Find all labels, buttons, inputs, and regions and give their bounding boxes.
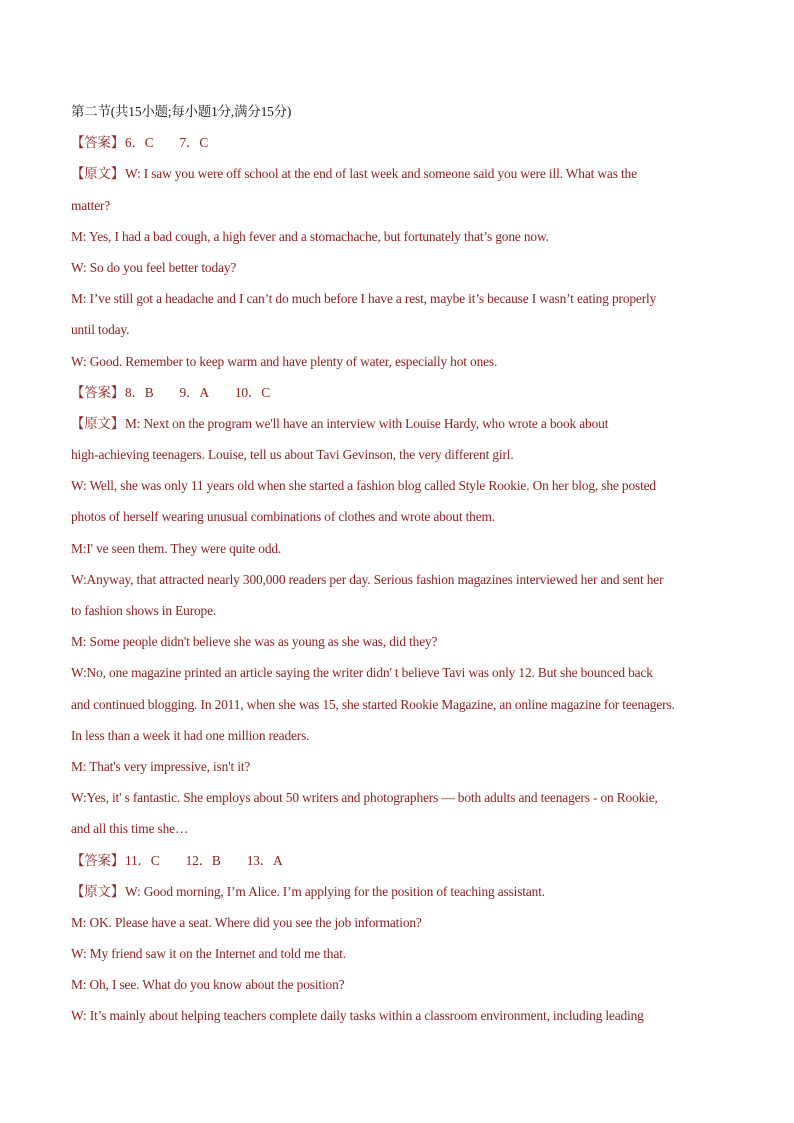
transcript-text: W: I saw you were off school at the end of last week and someone said you were ill. What was the <box>124 166 637 182</box>
transcript-line: W:Anyway, that attracted nearly 300,000 readers per day. Serious fashion magazines interviewed her and sent her <box>71 571 664 587</box>
transcript-line: M:I' ve seen them. They were quite odd. <box>71 540 282 556</box>
document-body <box>71 96 731 1032</box>
answer-tag: 【答案】 <box>71 852 124 868</box>
answer-item: 11．C <box>124 852 160 868</box>
transcript-line: In less than a week it had one million readers. <box>71 727 310 743</box>
original-tag: 【原文】 <box>71 415 124 431</box>
transcript-line: W: It’s mainly about helping teachers complete daily tasks within a classroom environment, including leading <box>71 1008 644 1024</box>
transcript-line: photos of herself wearing unusual combinations of clothes and wrote about them. <box>71 509 495 525</box>
transcript-line: and all this time she… <box>71 821 189 837</box>
answer-item: 7．C <box>179 135 209 151</box>
answer-item: 12．B <box>185 852 221 868</box>
answer-item: 6．C <box>124 135 154 151</box>
transcript-line: M: Some people didn't believe she was as young as she was, did they? <box>71 634 438 650</box>
answer-tag: 【答案】 <box>71 384 124 400</box>
transcript-line: W: Good. Remember to keep warm and have plenty of water, especially hot ones. <box>71 353 498 369</box>
transcript-line: M: Yes, I had a bad cough, a high fever and a stomachache, but fortunately that’s gone now. <box>71 228 549 244</box>
transcript-line: until today. <box>71 322 130 338</box>
transcript-text: W: Good morning, I’m Alice. I’m applying for the position of teaching assistant. <box>124 883 545 899</box>
transcript-line: and continued blogging. In 2011, when she was 15, she started Rookie Magazine, an online magazine for teenagers. <box>71 696 675 712</box>
answer-line <box>71 127 731 158</box>
answer-item: 13．A <box>246 852 283 868</box>
original-tag: 【原文】 <box>71 166 124 182</box>
transcript-line: M: Oh, I see. What do you know about the position? <box>71 977 345 993</box>
transcript-line: W:Yes, it' s fantastic. She employs about 50 writers and photographers — both adults and teenagers - on Rookie, <box>71 790 658 806</box>
transcript-line: W: My friend saw it on the Internet and told me that. <box>71 946 346 962</box>
transcript-line: W:No, one magazine printed an article saying the writer didn' t believe Tavi was only 12. But she bounced back <box>71 665 653 681</box>
transcript-line <box>71 158 731 189</box>
transcript-line: M: OK. Please have a seat. Where did you see the job information? <box>71 914 422 930</box>
answer-line <box>71 845 731 876</box>
transcript-line: to fashion shows in Europe. <box>71 603 217 618</box>
transcript-line: W: So do you feel better today? <box>71 259 237 275</box>
transcript-line: matter? <box>71 197 111 213</box>
answer-item: 9．A <box>179 384 209 400</box>
transcript-line: high-achieving teenagers. Louise, tell us about Tavi Gevinson, the very different girl. <box>71 447 514 463</box>
transcript-line: M: That's very impressive, isn't it? <box>71 758 251 774</box>
answer-tag: 【答案】 <box>71 135 124 151</box>
transcript-text: M: Next on the program we'll have an interview with Louise Hardy, who wrote a book about <box>124 415 609 431</box>
answer-line <box>71 377 731 408</box>
transcript-line: W: Well, she was only 11 years old when she started a fashion blog called Style Rookie. On her blog, she posted <box>71 478 656 494</box>
original-tag: 【原文】 <box>71 883 124 899</box>
answer-item: 10．C <box>234 384 270 400</box>
transcript-line <box>71 408 731 439</box>
transcript-line <box>71 876 731 907</box>
answer-item: 8．B <box>124 384 154 400</box>
transcript-line: M: I’ve still got a headache and I can’t do much before I have a rest, maybe it’s because I wasn’t eating properly <box>71 291 657 307</box>
section-heading: 第二节(共15小题;每小题1分,满分15分) <box>71 104 292 119</box>
